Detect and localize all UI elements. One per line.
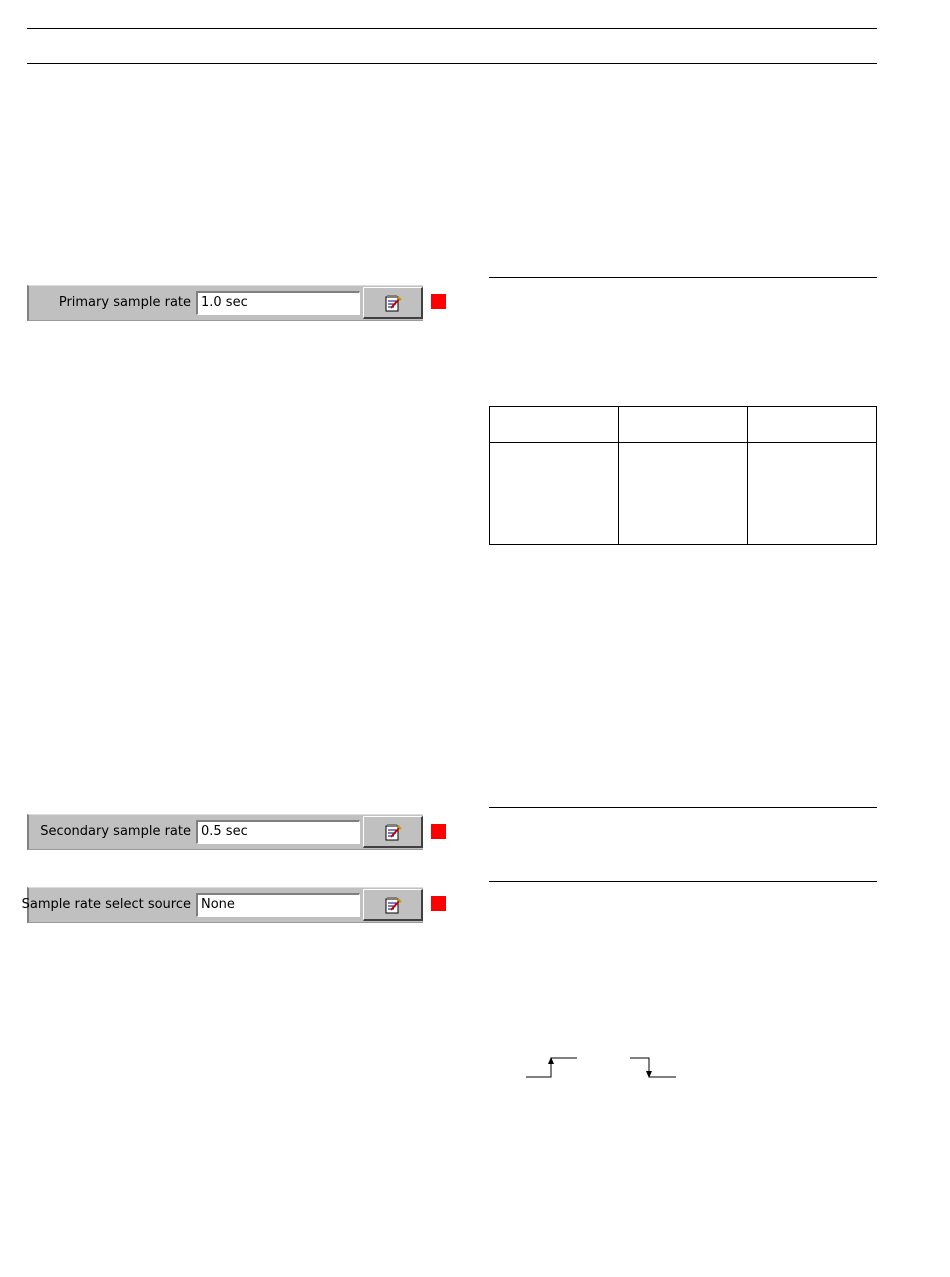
secondary-sample-rate-label: Secondary sample rate <box>40 824 191 839</box>
section-rule-2 <box>489 807 877 808</box>
primary-sample-rate-row <box>27 285 423 321</box>
data-table <box>489 406 877 545</box>
section-rule-1 <box>489 277 877 278</box>
primary-sample-rate-status-indicator <box>431 294 446 309</box>
primary-sample-rate-edit-button[interactable] <box>363 287 423 319</box>
edit-notepad-icon <box>384 294 402 312</box>
sample-rate-select-source-input[interactable]: None <box>196 893 360 917</box>
table-header-cell <box>490 407 619 443</box>
secondary-sample-rate-edit-button[interactable] <box>363 816 423 848</box>
sample-rate-select-source-status-indicator <box>431 896 446 911</box>
edit-notepad-icon <box>384 896 402 914</box>
table-header-cell <box>619 407 748 443</box>
table-cell <box>619 443 748 545</box>
sample-rate-select-source-edit-button[interactable] <box>363 889 423 921</box>
secondary-sample-rate-status-indicator <box>431 824 446 839</box>
sample-rate-select-source-row <box>21 887 423 923</box>
table-header-cell <box>748 407 877 443</box>
primary-sample-rate-label: Primary sample rate <box>58 295 191 310</box>
table-cell <box>748 443 877 545</box>
table-header-row <box>490 407 877 443</box>
table-cell <box>490 443 619 545</box>
section-rule-3 <box>489 881 877 882</box>
edge-trigger-diagram <box>520 1050 685 1085</box>
sample-rate-select-source-label: Sample rate select source <box>21 897 191 912</box>
secondary-sample-rate-row <box>27 814 423 850</box>
falling-edge-waveform <box>630 1058 676 1078</box>
table-row <box>490 443 877 545</box>
secondary-sample-rate-input[interactable]: 0.5 sec <box>196 820 360 844</box>
edit-notepad-icon <box>384 823 402 841</box>
rising-edge-waveform <box>526 1057 577 1077</box>
header-rule-bottom <box>27 63 877 64</box>
header-rule-top <box>27 28 877 29</box>
primary-sample-rate-input[interactable]: 1.0 sec <box>196 291 360 315</box>
